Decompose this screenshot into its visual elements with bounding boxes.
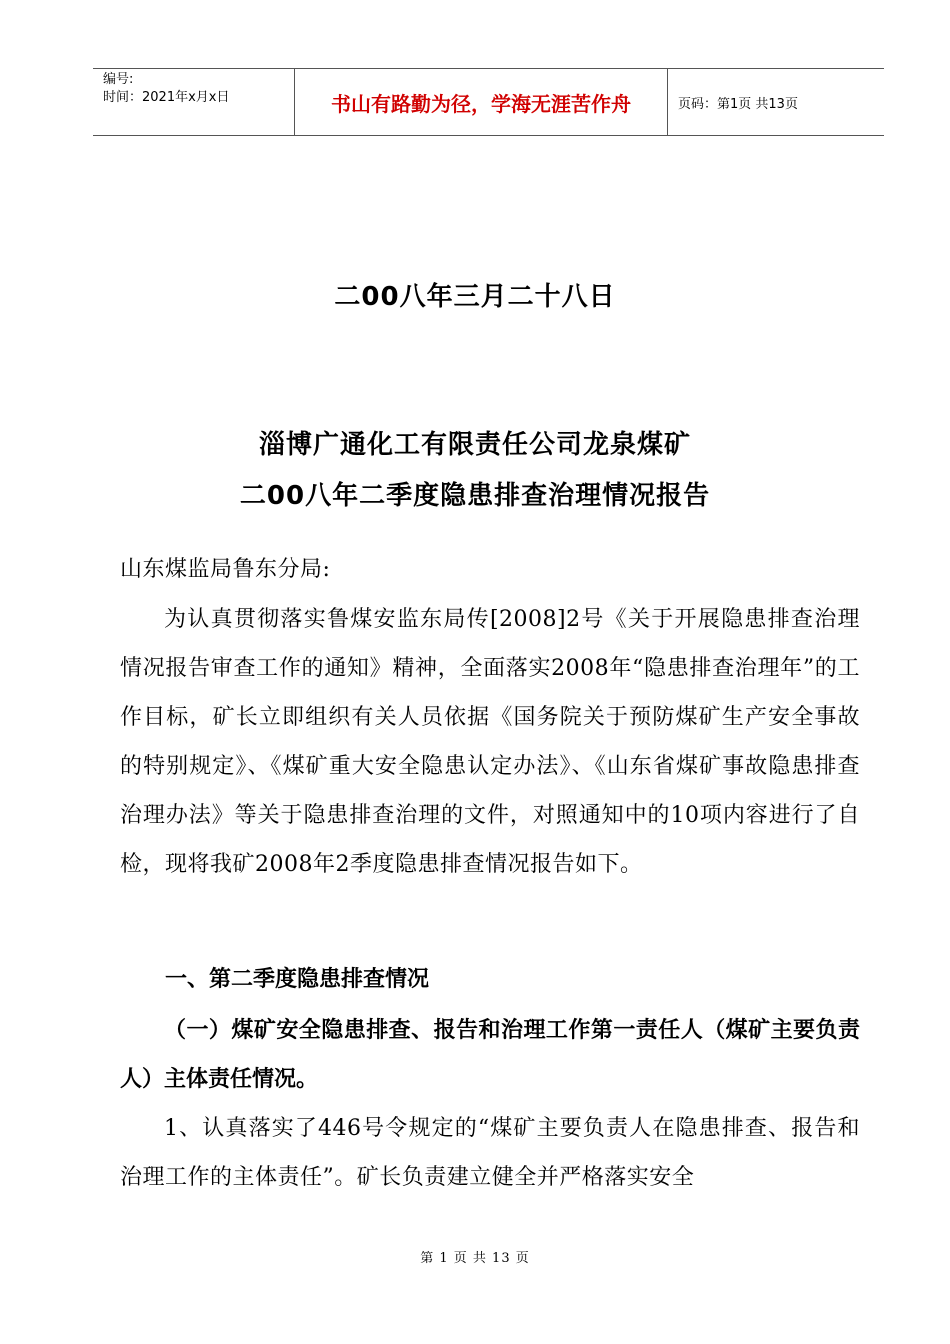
header-motto: 书山有路勤为径，学海无涯苦作舟 — [295, 69, 668, 135]
paragraph-responsibility: 1、认真落实了446号令规定的“煤矿主要负责人在隐患排查、报告和治理工作的主体责任”。矿长负责建立健全并严格落实安全 — [120, 1116, 860, 1190]
document-title-line1: 淄博广通化工有限责任公司龙泉煤矿 — [258, 430, 691, 460]
document-date: 二00八年三月二十八日 — [334, 282, 616, 312]
salutation: 山东煤监局鲁东分局: — [120, 557, 331, 582]
page-footer: 第 1 页 共 13 页 — [420, 1251, 530, 1266]
page-header — [93, 68, 884, 136]
subsection-heading: （一）煤矿安全隐患排查、报告和治理工作第一责任人（煤矿主要负责人）主体责任情况。 — [120, 1018, 860, 1092]
header-number-label: 编号: — [103, 72, 134, 87]
paragraph-intro: 为认真贯彻落实鲁煤安监东局传[2008]2号《关于开展隐患排查治理情况报告审查工作的通知》精神，全面落实2008年“隐患排查治理年”的工作目标，矿长立即组织有关人员依据《国务院关于预防煤矿生产安全事故的特别规定》、《煤矿重大安全隐患认定办法》、《山东省煤矿事故隐患排查治理办法》等关于隐患排查治理的文件，对照通知中的10项内容进行了自检，现将我矿2008年2季度隐患排查情况报告如下。 — [120, 607, 860, 877]
header-meta — [93, 69, 295, 135]
header-time-label: 时间：2021年x月x日 — [103, 90, 230, 105]
header-page-label: 页码：第1页 共13页 — [678, 96, 798, 112]
section-heading: 一、第二季度隐患排查情况 — [165, 967, 430, 992]
document-title-line2: 二00八年二季度隐患排查治理情况报告 — [239, 481, 711, 511]
